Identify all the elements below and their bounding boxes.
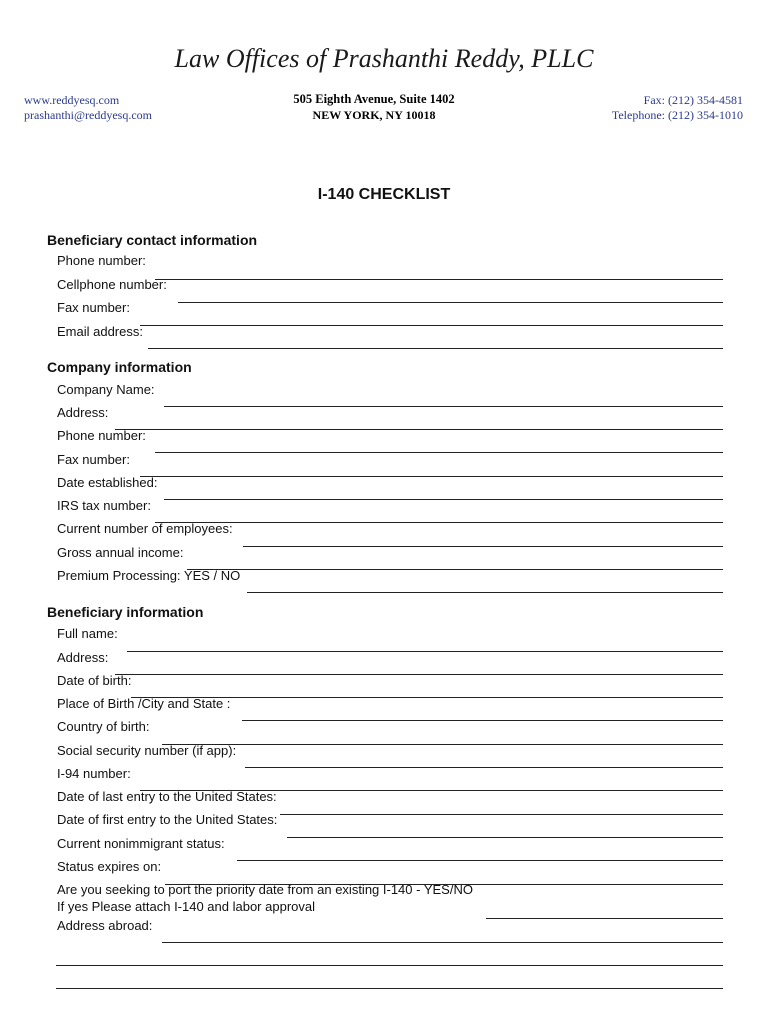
input-line-country-of-birth[interactable]: [162, 744, 723, 745]
label-company-phone: Phone number:: [57, 428, 146, 443]
input-line-company-fax[interactable]: [140, 476, 723, 477]
label-date-established: Date established:: [57, 475, 158, 490]
label-company-fax: Fax number:: [57, 452, 130, 467]
input-line-address-abroad-1[interactable]: [162, 942, 723, 943]
input-line-port-priority-date[interactable]: [486, 918, 723, 919]
label-country-of-birth: Country of birth:: [57, 719, 150, 734]
input-line-place-of-birth[interactable]: [242, 720, 723, 721]
input-line-company-name[interactable]: [164, 406, 723, 407]
label-irs-tax-number: IRS tax number:: [57, 498, 151, 513]
email-link[interactable]: prashanthi@reddyesq.com: [24, 108, 153, 122]
input-line-email-address[interactable]: [148, 348, 723, 349]
label-status-expires-on: Status expires on:: [57, 859, 162, 874]
label-company-name: Company Name:: [57, 382, 155, 397]
label-premium-processing: Premium Processing: YES / NO: [57, 568, 241, 583]
input-line-date-of-first-entry[interactable]: [287, 837, 723, 838]
fax-number: Fax: (212) 354-4581: [643, 93, 743, 107]
input-line-address-abroad-2[interactable]: [56, 965, 723, 966]
input-line-cellphone-number[interactable]: [178, 302, 723, 303]
label-place-of-birth: Place of Birth /City and State :: [57, 696, 231, 711]
label-i94-number: I-94 number:: [57, 766, 131, 781]
input-line-premium-processing[interactable]: [247, 592, 723, 593]
telephone-number: Telephone: (212) 354-1010: [611, 108, 743, 122]
address-line-1: 505 Eighth Avenue, Suite 1402: [293, 92, 455, 106]
section-title-beneficiary-contact: Beneficiary contact information: [47, 232, 258, 248]
label-social-security-number: Social security number (if app):: [57, 743, 237, 758]
label-number-of-employees: Current number of employees:: [57, 521, 233, 536]
input-line-gross-annual-income[interactable]: [187, 569, 723, 570]
firm-name: Law Offices of Prashanthi Reddy, PLLC: [174, 44, 594, 73]
document-title: I-140 CHECKLIST: [317, 186, 451, 203]
input-line-number-of-employees[interactable]: [243, 546, 723, 547]
input-line-date-of-last-entry[interactable]: [280, 814, 723, 815]
label-date-of-last-entry: Date of last entry to the United States:: [57, 789, 277, 804]
input-line-address-abroad-3[interactable]: [56, 988, 723, 989]
input-line-company-phone[interactable]: [155, 452, 723, 453]
label-date-of-first-entry: Date of first entry to the United States:: [57, 812, 278, 827]
input-line-fax-number[interactable]: [140, 325, 723, 326]
section-title-beneficiary: Beneficiary information: [47, 604, 204, 620]
section-title-company: Company information: [47, 359, 192, 375]
label-company-address: Address:: [57, 405, 109, 420]
label-phone-number: Phone number:: [57, 253, 146, 268]
label-attach-i140-note: If yes Please attach I-140 and labor approval: [57, 899, 315, 914]
input-line-phone-number[interactable]: [155, 279, 723, 280]
input-line-date-established[interactable]: [164, 499, 723, 500]
address-line-2: NEW YORK, NY 10018: [312, 108, 436, 122]
website-link[interactable]: www.reddyesq.com: [24, 93, 120, 107]
label-address-abroad: Address abroad:: [57, 918, 153, 933]
input-line-social-security-number[interactable]: [245, 767, 723, 768]
label-date-of-birth: Date of birth:: [57, 673, 132, 688]
label-gross-annual-income: Gross annual income:: [57, 545, 184, 560]
label-full-name: Full name:: [57, 626, 118, 641]
input-line-full-name[interactable]: [127, 651, 723, 652]
label-email-address: Email address:: [57, 324, 143, 339]
input-line-irs-tax-number[interactable]: [155, 522, 723, 523]
label-cellphone-number: Cellphone number:: [57, 277, 167, 292]
input-line-company-address[interactable]: [115, 429, 723, 430]
input-line-nonimmigrant-status[interactable]: [237, 860, 723, 861]
input-line-beneficiary-address[interactable]: [115, 674, 723, 675]
label-beneficiary-address: Address:: [57, 650, 109, 665]
label-port-priority-date: Are you seeking to port the priority date from an existing I-140 - YES/NO: [57, 882, 473, 897]
label-fax-number: Fax number:: [57, 300, 130, 315]
label-nonimmigrant-status: Current nonimmigrant status:: [57, 836, 225, 851]
